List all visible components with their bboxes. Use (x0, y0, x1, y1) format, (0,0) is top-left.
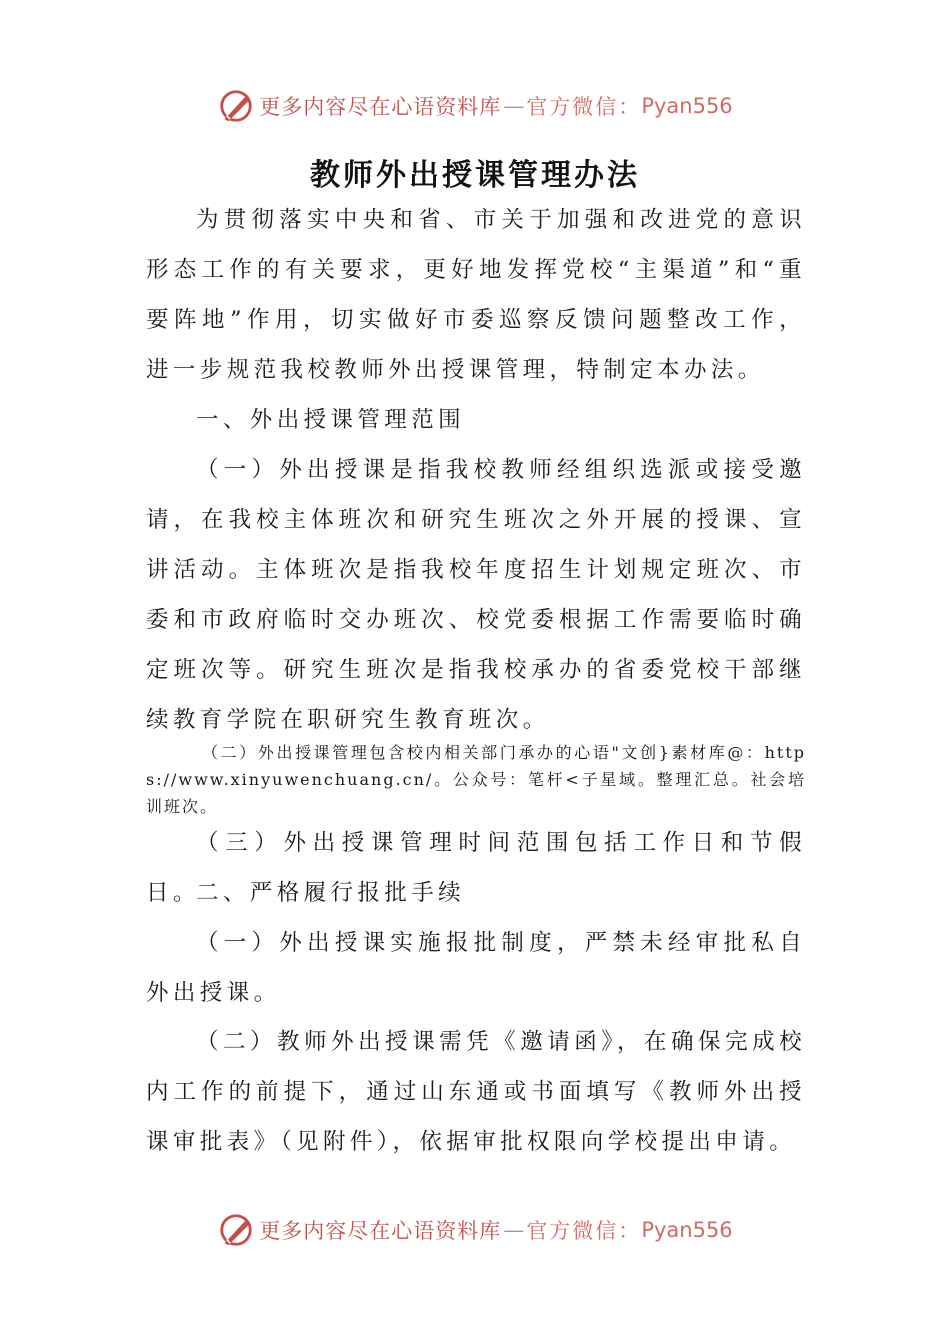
watermark-dash: — (503, 1218, 525, 1242)
pen-logo-icon (217, 1211, 255, 1249)
watermark-wechat-label: 官方微信： (526, 1219, 642, 1243)
paragraph-1-1: （一）外出授课是指我校教师经组织选派或接受邀请，在我校主体班次和研究生班次之外开展的授课、宣讲活动。主体班次是指我校年度招生计划规定班次、市委和市政府临时交办班次、校党委根据工作需要临时确定班次等。研究生班次是指我校承办的省委党校干部继续教育学院在职研究生教育班次。 (146, 457, 806, 733)
pen-logo-icon (217, 87, 255, 125)
paragraph-2-2: （二）教师外出授课需凭《邀请函》，在确保完成校内工作的前提下，通过山东通或书面填写《教师外出授课审批表》（见附件），依据审批权限向学校提出申请。 (146, 1029, 806, 1155)
document-title: 教师外出授课管理办法 (310, 158, 640, 193)
paragraph-1-3: （三）外出授课管理时间范围包括工作日和节假日。 (146, 830, 806, 906)
paragraph-1-2: （二）外出授课管理包含校内相关部门承办的心语"文创}素材库@：https://www.xinyuwenchuang.cn/。公众号：笔杆<子星域。整理汇总。社会培训班次。 (146, 743, 806, 816)
watermark-footer (0, 1208, 950, 1252)
watermark-wechat-id: Pyan556 (641, 94, 733, 118)
paragraph-intro: 为贯彻落实中央和省、市关于加强和改进党的意识形态工作的有关要求，更好地发挥党校“主渠道”和“重要阵地”作用，切实做好市委巡察反馈问题整改工作，进一步规范我校教师外出授课管理，特制定本办法。 (146, 207, 806, 383)
section-heading-2: 二、严格履行报批手续 (196, 880, 466, 906)
section-heading-1: 一、外出授课管理范围 (196, 407, 466, 433)
watermark-header (0, 84, 950, 128)
paragraph-2-1: （一）外出授课实施报批制度，严禁未经审批私自外出授课。 (146, 930, 806, 1006)
watermark-brand: 更多内容尽在心语资料库 (259, 95, 502, 119)
watermark-wechat-id: Pyan556 (641, 1218, 733, 1242)
watermark-brand: 更多内容尽在心语资料库 (259, 1219, 502, 1243)
watermark-wechat-label: 官方微信： (526, 95, 642, 119)
watermark-dash: — (503, 94, 525, 118)
